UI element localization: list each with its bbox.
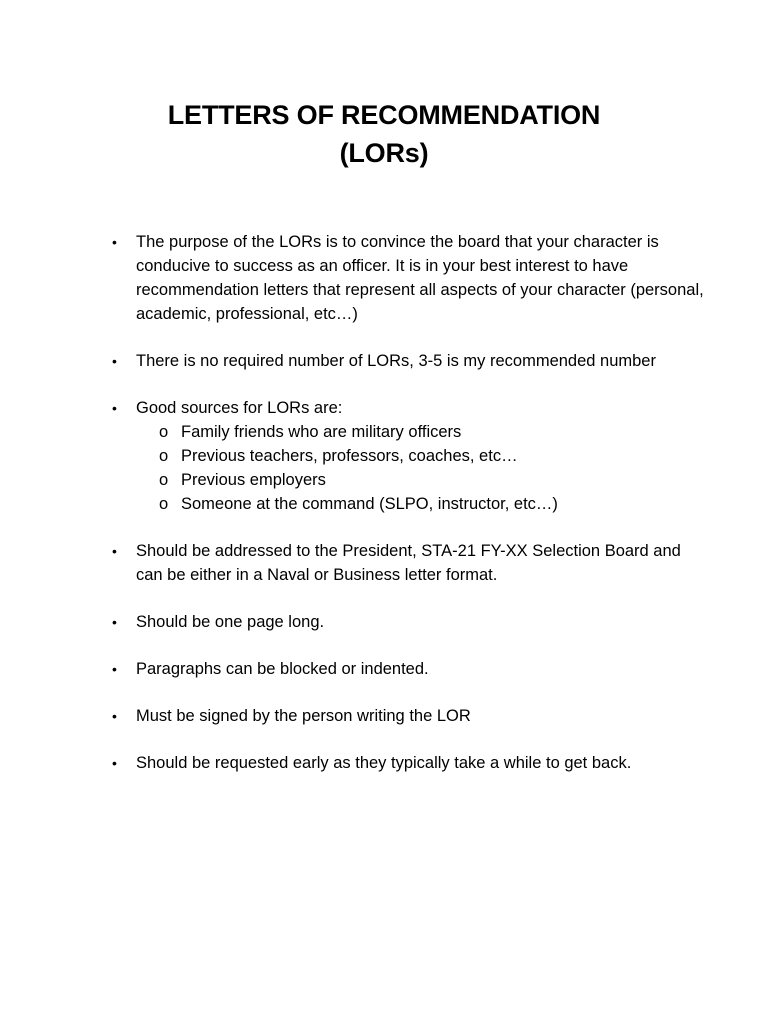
bullet-text: Must be signed by the person writing the LOR <box>136 707 471 725</box>
sub-bullet-icon: o <box>159 447 169 465</box>
bullet-icon: • <box>112 353 117 369</box>
sub-bullet-item <box>136 492 710 516</box>
bullet-icon: • <box>112 755 117 771</box>
sub-bullet-icon: o <box>159 495 169 513</box>
bullet-item-length <box>110 610 710 634</box>
bullet-icon: • <box>112 234 117 250</box>
bullet-icon: • <box>112 614 117 630</box>
page-title-line-2: (LORs) <box>339 138 429 168</box>
bullet-item-addressed <box>110 539 710 587</box>
sub-bullet-text: Previous teachers, professors, coaches, etc… <box>181 447 518 465</box>
bullet-item-number <box>110 349 710 373</box>
bullet-text: Good sources for LORs are: <box>136 399 343 417</box>
bullet-text: The purpose of the LORs is to convince the board that your character is conducive to success as an officer. It is in your best interest to have recommendation letters that represent all aspects of your character (personal, academic, professional, etc…) <box>136 233 704 323</box>
sub-bullet-icon: o <box>159 471 169 489</box>
sub-bullet-item <box>136 468 710 492</box>
bullet-text: Should be one page long. <box>136 613 325 631</box>
bullet-text: Should be addressed to the President, STA-21 FY-XX Selection Board and can be either in a Naval or Business letter format. <box>136 542 681 584</box>
page-title-line-1: LETTERS OF RECOMMENDATION <box>167 100 601 130</box>
bullet-icon: • <box>112 708 117 724</box>
bullet-icon: • <box>112 543 117 559</box>
page-title <box>0 96 768 172</box>
bullet-item-requested <box>110 751 710 775</box>
bullet-text: Should be requested early as they typically take a while to get back. <box>136 754 632 772</box>
sub-bullet-item <box>136 444 710 468</box>
bullet-item-purpose <box>110 230 710 326</box>
bullet-icon: • <box>112 400 117 416</box>
bullet-icon: • <box>112 661 117 677</box>
bullet-text: There is no required number of LORs, 3-5 is my recommended number <box>136 352 656 370</box>
bullet-item-signed <box>110 704 710 728</box>
bullet-text: Paragraphs can be blocked or indented. <box>136 660 429 678</box>
bullet-item-paragraphs <box>110 657 710 681</box>
sub-bullet-item <box>136 420 710 444</box>
bullet-item-sources <box>110 396 710 516</box>
bullet-list <box>110 230 710 798</box>
sub-bullet-text: Previous employers <box>181 471 326 489</box>
sub-bullet-list <box>136 420 710 516</box>
sub-bullet-text: Someone at the command (SLPO, instructor, etc…) <box>181 495 558 513</box>
sub-bullet-icon: o <box>159 423 169 441</box>
sub-bullet-text: Family friends who are military officers <box>181 423 462 441</box>
